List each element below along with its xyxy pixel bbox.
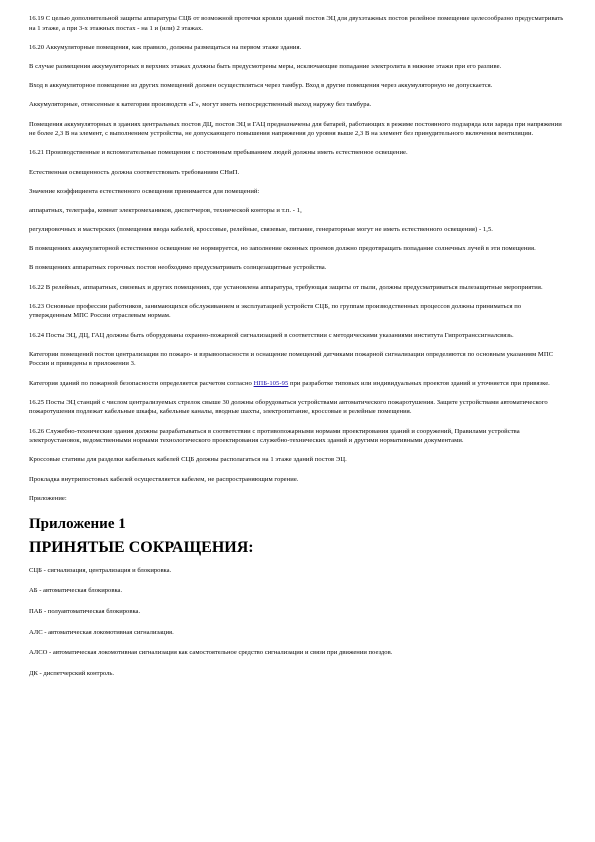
paragraph: В случае размещения аккумуляторных в верхних этажах должны быть предусмотрены меры, исключающие попадание электролита в нижние этажи при его разливе. — [29, 62, 502, 70]
paragraph-16-22: 16.22 В релейных, аппаратных, связевых и других помещениях, где установлена аппаратура, требующая защиты от пыли, должны предусматриваться пылезащитные мероприятия. — [29, 283, 543, 291]
paragraph: В помещениях аппаратных горочных постов необходимо предусматривать солнцезащитные устройства. — [29, 264, 327, 272]
abbreviation-item: АЛСО - автоматическая локомотивная сигнализация как самостоятельное средство сигнализации и связи при движении поездов. — [29, 649, 393, 657]
abbreviation-item: ДК - диспетчерский контроль. — [29, 669, 115, 677]
paragraph-16-21: 16.21 Производственные и вспомогательные помещения с постоянным пребыванием людей должны иметь естественное освещение. — [29, 149, 408, 157]
paragraph-prefix: Категория зданий по пожарной безопасности определяется расчетом согласно — [29, 379, 254, 387]
abbreviation-item: АБ - автоматическая блокировка. — [29, 587, 123, 595]
paragraph-16-20: 16.20 Аккумуляторные помещения, как правило, должны размещаться на первом этаже здания. — [29, 43, 302, 51]
npb-link[interactable]: НПБ-105-95 — [253, 379, 289, 387]
paragraph-categories: Категории помещений постов централизации по пожаро- и взрывоопасности и оснащение помещений датчиками пожарной сигнализации определяются по основным указаниям МПС России и приведены в приложении 3. — [29, 350, 554, 368]
appendix-label: Приложение: — [29, 494, 67, 502]
paragraph: Значение коэффициента естественного освещения принимается для помещений: — [29, 187, 260, 195]
paragraph: Прокладка внутрипостовых кабелей осуществляется кабелем, не распространяющим горение. — [29, 475, 299, 483]
paragraph: Естественная освещенность должна соответствовать требованиям СНиП. — [29, 168, 240, 176]
paragraph-16-19: 16.19 С целью дополнительной защиты аппаратуры СЦБ от возможной протечки кровли зданий постов ЭЦ для двухэтажных постов релейное помещение целесообразно предусматривать на 1 этаже, а при 3-х этажных постах - на 1 и (или) 2 этажах. — [29, 15, 564, 32]
paragraph: Аккумуляторные, отнесенные к категории производств «Г», могут иметь непосредственный выход наружу без тамбура. — [29, 101, 372, 109]
paragraph-suffix: при разработке типовых или индивидуальных проектов зданий и уточняется при привязке. — [288, 379, 550, 387]
abbreviation-item: АЛС - автоматическая локомотивная сигнализация. — [29, 628, 174, 636]
appendix-title: Приложение 1 — [29, 515, 126, 532]
appendix-subtitle: ПРИНЯТЫЕ СОКРАЩЕНИЯ: — [29, 538, 254, 556]
paragraph: Кроссовые стативы для разделки кабельных кабелей СЦБ должны располагаться на 1 этаже зданий постов ЭЦ. — [29, 456, 347, 464]
paragraph-16-25: 16.25 Посты ЭЦ станций с числом централизуемых стрелок свыше 30 должны оборудоваться устройствами автоматического пожаротушения. Защите устройствами автоматического пожаротушения подлежат кабельные шкафы, кабельные каналы, вводные шахты, электропитание, кроссовые и релейные помещения. — [29, 398, 548, 416]
abbreviation-item: ПАБ - полуавтоматическая блокировка. — [29, 608, 141, 616]
abbreviation-item: СЦБ - сигнализация, централизация и блокировка. — [29, 566, 172, 574]
paragraph-fire-safety — [29, 379, 565, 389]
paragraph: В помещениях аккумуляторной естественное освещение не нормируется, но заполнение оконных проемов должно предотвращать попадание солнечных лучей в эти помещения. — [29, 245, 536, 253]
paragraph-16-26: 16.26 Служебно-технические здания должны разрабатываться в соответствии с противопожарными нормами проектирования зданий и сооружений, Правилами устройства электроустановок, ведомственными нормами технологического проектирования служебно-технических зданий и другими нормативными документами. — [29, 427, 520, 445]
paragraph: аппаратных, телеграфа, комнат электромехаников, диспетчеров, технической конторы и т.п. - 1, — [29, 206, 302, 214]
paragraph-16-23: 16.23 Основные профессии работников, занимающихся обслуживанием и эксплуатацией устройств СЦБ, по группам производственных процессов должны приниматься по утвержденным МПС России отраслевым нормам. — [29, 302, 522, 320]
paragraph: Помещения аккумуляторных в зданиях центральных постов ДЦ, постов ЭЦ и ГАЦ предназначены для батарей, работающих в режиме постоянного подзаряда или заряда при напряжении не более 2,3 В на элемент, с выполнением устройства, не допускающего повышения напряжения до уровня выше 2,3 В на элемент без принудительного включения вентиляции. — [29, 120, 562, 138]
paragraph: регулировочных и мастерских (помещения ввода кабелей, кроссовые, релейные, связевые, питание, генераторные могут не иметь естественного освещения) - 1,5. — [29, 226, 493, 234]
paragraph-16-24: 16.24 Посты ЭЦ, ДЦ, ГАЦ должны быть оборудованы охранно-пожарной сигнализацией в соответствии с методическими указаниями института Гипротранссигналсвязь. — [29, 331, 514, 339]
paragraph: Вход в аккумуляторное помещение из других помещений должен осуществляться через тамбур. Вход в другие помещения через аккумуляторную не допускается. — [29, 82, 493, 90]
